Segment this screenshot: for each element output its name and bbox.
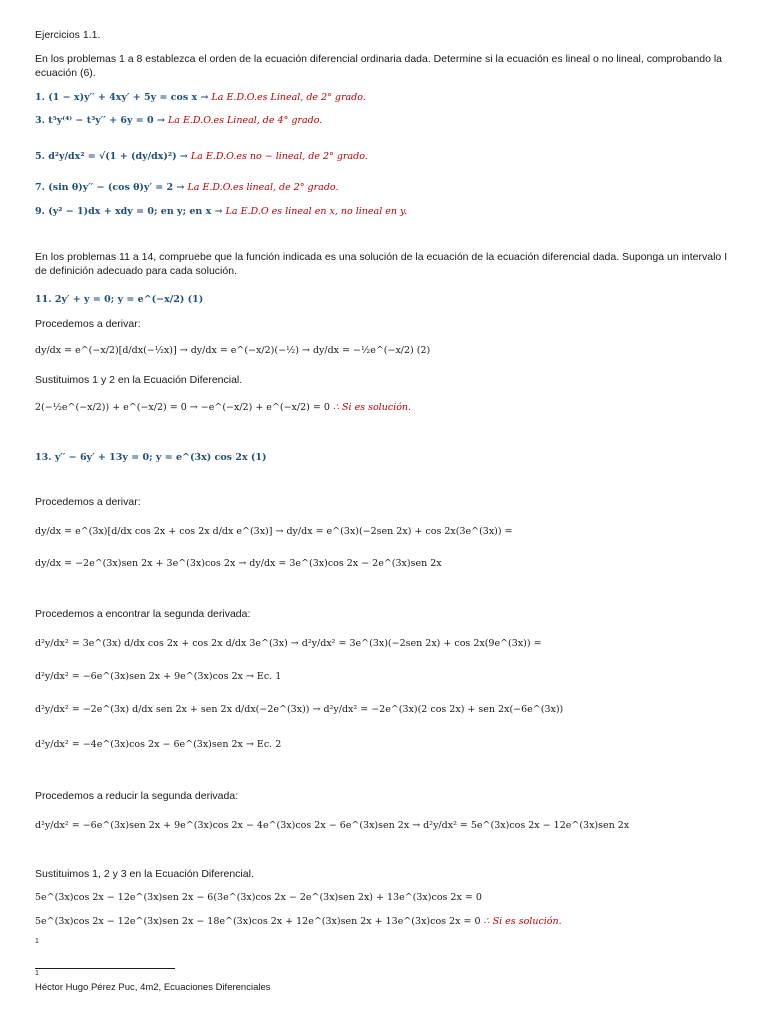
intro-paragraph-2: En los problemas 11 a 14, compruebe que la función indicada es una solución de la ecuación de la ecuación diferencial dada. Suponga un intervalo I de definición adecuado para cada solución. — [35, 251, 728, 277]
problem-13-substitution-1: 5e^(3x)cos 2x − 12e^(3x)sen 2x − 6(3e^(3x)cos 2x − 2e^(3x)sen 2x) + 13e^(3x)cos 2x = 0 — [35, 892, 482, 903]
problem-13-second-derivative-a: d²y/dx² = 3e^(3x) d/dx cos 2x + cos 2x d/dx 3e^(3x) → d²y/dx² = 3e^(3x)(−2sen 2x) + cos 2x(9e^(3x)) = — [35, 638, 542, 649]
problem-9-note: La E.D.O es lineal en x, no lineal en y. — [225, 206, 408, 217]
problem-11-substitution-equation: 2(−½e^(−x/2)) + e^(−x/2) = 0 → −e^(−x/2) + e^(−x/2) = 0 — [35, 402, 330, 413]
page-title: Ejercicios 1.1. — [35, 29, 101, 41]
problem-13-second-derivative-c: d²y/dx² = −2e^(3x) d/dx sen 2x + sen 2x d/dx(−2e^(3x)) → d²y/dx² = −2e^(3x)(2 cos 2x) + sen 2x(−6e^(3x)) — [35, 704, 564, 715]
problem-5-note: La E.D.O.es no − lineal, de 2° grado. — [190, 151, 368, 162]
problem-13-substitution-2-equation: 5e^(3x)cos 2x − 12e^(3x)sen 2x − 18e^(3x)cos 2x + 12e^(3x)sen 2x + 13e^(3x)cos 2x = 0 — [35, 916, 481, 927]
footnote-author: Héctor Hugo Pérez Puc, 4m2, Ecuaciones Diferenciales — [35, 982, 271, 993]
problem-3-note: La E.D.O.es Lineal, de 4° grado. — [167, 115, 323, 126]
problem-1-equation: 1. (1 − x)y′′ + 4xy′ + 5y = cos x → — [35, 92, 209, 103]
problem-3-equation: 3. t⁵y⁽⁴⁾ − t³y′′ + 6y = 0 → — [35, 115, 165, 126]
problem-11-derive-label: Procedemos a derivar: — [35, 318, 141, 330]
problem-1-note: La E.D.O.es Lineal, de 2° grado. — [211, 92, 366, 103]
problem-3 — [35, 114, 740, 128]
problem-13-substitute-label: Sustituimos 1, 2 y 3 en la Ecuación Diferencial. — [35, 868, 254, 880]
problem-11-substitution — [35, 401, 740, 415]
footnote-reference: 1 — [35, 938, 39, 945]
problem-13-derive-label: Procedemos a derivar: — [35, 496, 141, 508]
problem-9-equation: 9. (y² − 1)dx + xdy = 0; en y; en x → — [35, 206, 223, 217]
problem-7 — [35, 181, 740, 195]
footnote-number: 1 — [35, 970, 39, 977]
problem-13-reduce-label: Procedemos a reducir la segunda derivada: — [35, 790, 239, 802]
problem-13-second-derivative-d: d²y/dx² = −4e^(3x)cos 2x − 6e^(3x)sen 2x → Ec. 2 — [35, 739, 282, 750]
problem-13-substitution-2 — [35, 915, 740, 929]
problem-9 — [35, 205, 740, 219]
problem-7-equation: 7. (sin θ)y′′ − (cos θ)y′ = 2 → — [35, 182, 185, 193]
problem-1 — [35, 91, 740, 105]
problem-7-note: La E.D.O.es lineal, de 2° grado. — [187, 182, 339, 193]
problem-11-conclusion: ∴ Si es solución. — [332, 402, 412, 413]
problem-13-conclusion: ∴ Si es solución. — [483, 916, 562, 927]
problem-13-first-derivative-a: dy/dx = e^(3x)[d/dx cos 2x + cos 2x d/dx e^(3x)] → dy/dx = e^(3x)(−2sen 2x) + cos 2x(3e^(3x)) = — [35, 526, 513, 537]
problem-13-second-derivative-b: d²y/dx² = −6e^(3x)sen 2x + 9e^(3x)cos 2x → Ec. 1 — [35, 671, 282, 682]
intro-paragraph-1: En los problemas 1 a 8 establezca el orden de la ecuación diferencial ordinaria dada. Determine si la ecuación es lineal o no lineal, comprobando la ecuación (6). — [35, 53, 723, 79]
problem-13-statement: 13. y′′ − 6y′ + 13y = 0; y = e^(3x) cos 2x (1) — [35, 452, 267, 463]
problem-11-statement: 11. 2y′ + y = 0; y = e^(−x/2) (1) — [35, 294, 204, 305]
footnote-divider — [35, 968, 175, 969]
problem-13-first-derivative-b: dy/dx = −2e^(3x)sen 2x + 3e^(3x)cos 2x → dy/dx = 3e^(3x)cos 2x − 2e^(3x)sen 2x — [35, 558, 442, 569]
problem-5-equation: 5. d²y/dx² = √(1 + (dy/dx)²) → — [35, 151, 188, 162]
problem-11-substitute-label: Sustituimos 1 y 2 en la Ecuación Diferencial. — [35, 374, 243, 386]
problem-5 — [35, 150, 740, 164]
problem-13-reduced-derivative: d²y/dx² = −6e^(3x)sen 2x + 9e^(3x)cos 2x − 4e^(3x)cos 2x − 6e^(3x)sen 2x → d²y/dx² = 5e^(3x)cos 2x − 12e^(3x)sen 2x — [35, 820, 630, 831]
problem-13-second-label: Procedemos a encontrar la segunda derivada: — [35, 608, 251, 620]
problem-11-derivative: dy/dx = e^(−x/2)[d/dx(−½x)] → dy/dx = e^(−x/2)(−½) → dy/dx = −½e^(−x/2) (2) — [35, 345, 431, 356]
